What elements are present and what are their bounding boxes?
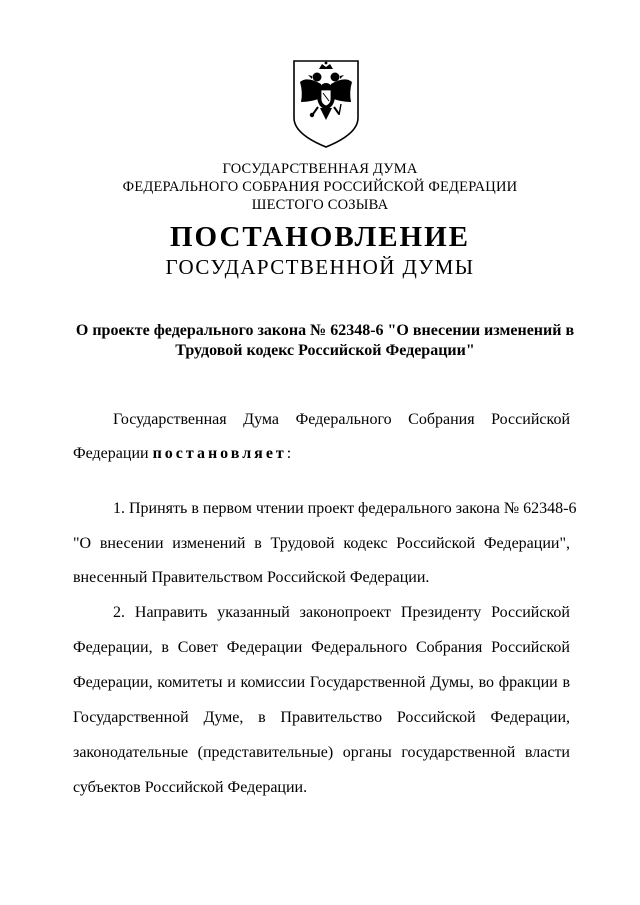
header-line-3: ШЕСТОГО СОЗЫВА — [251, 197, 389, 213]
issuer-header — [0, 160, 640, 214]
document-title: ПОСТАНОВЛЕНИЕ — [169, 221, 470, 253]
item-2-line-3: Федерации, комитеты и комиссии Государственной Думы, во фракции в — [73, 674, 570, 691]
item-2-line-2: Федерации, в Совет Федерации Федерального Собрания Российской — [73, 639, 570, 656]
item-2-line-6: субъектов Российской Федерации. — [73, 779, 308, 796]
subject-line-2: Трудовой кодекс Российской Федерации" — [175, 342, 475, 359]
subject-line-1: О проекте федерального закона № 62348-6 "О внесении изменений в — [75, 322, 575, 339]
preamble-line-1: Государственная Дума Федерального Собрания Российской — [113, 411, 570, 428]
item-1-line-1: 1. Принять в первом чтении проект федерального закона № 62348-6 — [113, 500, 577, 517]
item-1-line-2: "О внесении изменений в Трудовой кодекс Российской Федерации", — [73, 535, 570, 552]
document-subject — [60, 321, 590, 361]
document-subtitle: ГОСУДАРСТВЕННОЙ ДУМЫ — [165, 255, 475, 279]
preamble-line-2 — [73, 444, 570, 464]
item-2-line-4: Государственной Думе, в Правительство Российской Федерации, — [73, 709, 570, 726]
header-line-1: ГОСУДАРСТВЕННАЯ ДУМА — [222, 161, 418, 177]
preamble-colon: : — [286, 445, 292, 462]
preamble-text: Федерации — [73, 445, 153, 462]
item-1-line-3: внесенный Правительством Российской Федерации. — [73, 569, 430, 586]
item-2-line-5: законодательные (представительные) органы государственной власти — [73, 744, 570, 761]
coat-of-arms-icon — [291, 58, 361, 150]
header-line-2: ФЕДЕРАЛЬНОГО СОБРАНИЯ РОССИЙСКОЙ ФЕДЕРАЦИИ — [122, 179, 518, 195]
resolves-word: постановляет — [152, 445, 287, 462]
item-2-line-1: 2. Направить указанный законопроект Президенту Российской — [113, 604, 570, 621]
